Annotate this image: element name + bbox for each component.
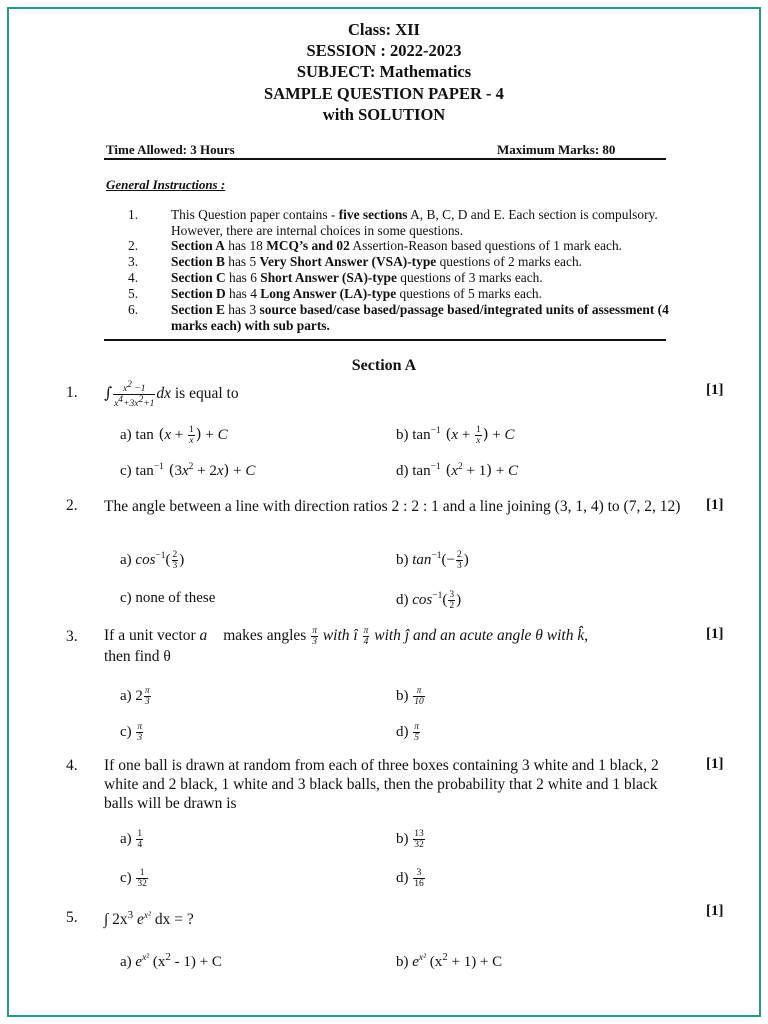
instruction-number: 5. (128, 286, 139, 301)
paper-title: SAMPLE QUESTION PAPER - 4 (264, 84, 504, 103)
option-a[interactable]: a) $\frac{1}{4}$ (120, 829, 143, 850)
option-d[interactable]: d) $\tan^{-1} (x^2 + 1) + C$ (396, 461, 519, 479)
option-d[interactable]: d) $\frac{3}{16}$ (396, 868, 424, 889)
subject-line: SUBJECT: Mathematics (296, 62, 472, 81)
maximum-marks: Maximum Marks: 80 (497, 142, 616, 157)
question-number: 2. (66, 497, 78, 514)
instructions-rule (104, 339, 666, 341)
option-b[interactable]: b) $\tan^{-1}(-$ $\frac{2}{3}$ ) (396, 550, 469, 571)
option-a[interactable]: a) $e^{x^2}$ $(x^2 - 1) + C$ (120, 951, 222, 970)
session-line: SESSION : 2022-2023 (306, 41, 462, 60)
question-4-text: If one ball is drawn at random from each of three boxes containing 3 white and 1 black, 2 white and 2 black, 1 white and 3 black balls, then the probability that 2 white and 1 black balls will be drawn is (104, 757, 659, 812)
instruction-number: 4. (128, 270, 139, 285)
instruction-number: 2. (128, 238, 139, 253)
option-d[interactable]: d) $\frac{\pi}{5}$ (396, 722, 420, 743)
section-title: Section A (351, 357, 417, 374)
option-c[interactable]: c) $\frac{\pi}{3}$ (120, 722, 143, 743)
question-1-text: ∫ $\frac{x^2 -1}{x^4+3x^2+1}$ dx is equal to (104, 380, 239, 410)
option-c[interactable]: c) $\frac{1}{32}$ (120, 868, 147, 889)
option-a[interactable]: a) 2 $\frac{\pi}{3}$ (120, 686, 150, 707)
question-number: 1. (66, 384, 78, 401)
instructions-title: General Instructions : (106, 177, 226, 192)
instruction-3: Section B has 5 Very Short Answer (VSA)-type questions of 2 marks each. (171, 254, 582, 269)
question-number: 4. (66, 757, 78, 774)
instruction-5: Section D has 4 Long Answer (LA)-type questions of 5 marks each. (171, 286, 542, 301)
option-a[interactable]: a) tan (x + $\frac{1}{x}$ ) + C (120, 425, 228, 447)
question-mark: [1] (706, 903, 724, 919)
instruction-number: 1. (128, 207, 139, 222)
option-c[interactable]: c) $\tan^{-1} (3x^2 + 2x) + C$ (120, 461, 256, 479)
option-b[interactable]: b) $e^{x^2}$ $(x^2 + 1) + C$ (396, 951, 503, 970)
question-2-text: The angle between a line with direction ratios 2 : 2 : 1 and a line joining (3, 1, 4) to (7, 2, 12) (104, 498, 681, 515)
option-d[interactable]: d) $\cos^{-1}$( $\frac{3}{2}$ ) (396, 590, 462, 611)
class-line: Class: XII (348, 20, 420, 39)
option-b[interactable]: b) $\frac{\pi}{10}$ (396, 686, 424, 707)
header-rule (104, 158, 666, 160)
solution-line: with SOLUTION (322, 105, 446, 124)
option-a[interactable]: a) $\cos^{-1}$( $\frac{2}{3}$ ) (120, 550, 185, 571)
question-mark: [1] (706, 756, 724, 772)
time-allowed: Time Allowed: 3 Hours (106, 142, 235, 157)
instruction-number: 3. (128, 254, 139, 269)
instruction-4: Section C has 6 Short Answer (SA)-type questions of 3 marks each. (171, 270, 543, 285)
instruction-number: 6. (128, 302, 139, 317)
question-mark: [1] (706, 626, 724, 642)
question-5-text: ∫ $2x^3$ $e^{x^2}$ dx = ? (104, 909, 194, 929)
question-mark: [1] (706, 382, 724, 398)
instruction-6: Section E has 3 source based/case based/passage based/integrated units of assessment (4 marks each) with sub parts. (171, 302, 669, 333)
question-number: 5. (66, 909, 78, 926)
question-mark: [1] (706, 497, 724, 513)
option-b[interactable]: b) $\tan^{-1} (x$ + $\frac{1}{x}$ ) + C (396, 425, 515, 447)
instruction-1: This Question paper contains - five sections A, B, C, D and E. Each section is compulsory. However, there are internal choices in some questions. (171, 207, 658, 238)
question-3-text: If a unit vector a⃗ makes angles $\frac{\pi}{3}$ with î $\frac{\pi}{4}$ with ĵ and an acute angle θ with k̂, then find θ (104, 626, 589, 665)
instruction-2: Section A has 18 MCQ’s and 02 Assertion-Reason based questions of 1 mark each. (171, 238, 623, 253)
question-number: 3. (66, 628, 78, 645)
option-c[interactable]: c) none of these (120, 590, 216, 606)
option-b[interactable]: b) $\frac{13}{32}$ (396, 829, 424, 850)
